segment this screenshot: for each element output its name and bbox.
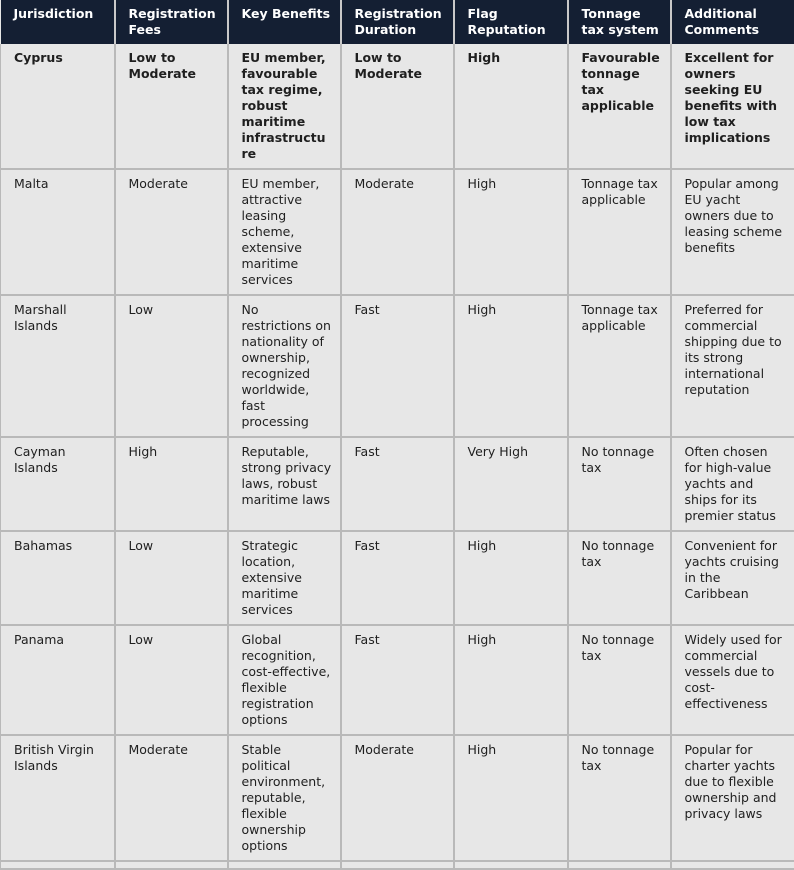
cell-key-benefits: EU member, attractive leasing scheme, extensive maritime services (228, 169, 341, 295)
header-row (1, 0, 794, 44)
cell-registration-duration: Moderate (341, 735, 454, 861)
cell-flag-reputation: High (454, 169, 568, 295)
table-row-cutoff (1, 861, 794, 869)
cell-registration-duration: Fast (341, 437, 454, 531)
cell-tonnage-tax: No tonnage tax (568, 625, 671, 735)
cell-key-benefits: Global recognition, cost-effective, flexible registration options (228, 625, 341, 735)
cell-key-benefits: Stable political environment, reputable, flexible ownership options (228, 735, 341, 861)
cell-registration-duration: Fast (341, 295, 454, 437)
cell-flag-reputation: High (454, 531, 568, 625)
cell-registration-fees: Moderate (115, 735, 228, 861)
cell-flag-reputation: High (454, 735, 568, 861)
header-registration-duration: Registration Duration (341, 0, 454, 44)
cell-flag-reputation: Very High (454, 437, 568, 531)
table-row (1, 295, 794, 437)
cell-flag-reputation: High (454, 44, 568, 169)
cell-additional-comments: Excellent for owners seeking EU benefits with low tax implications (671, 44, 794, 169)
cell-empty (341, 861, 454, 869)
cell-empty (454, 861, 568, 869)
cell-tonnage-tax: Favourable tonnage tax applicable (568, 44, 671, 169)
cell-key-benefits: Reputable, strong privacy laws, robust maritime laws (228, 437, 341, 531)
cell-jurisdiction: Panama (1, 625, 115, 735)
header-registration-fees: Registration Fees (115, 0, 228, 44)
cell-key-benefits: EU member, favourable tax regime, robust maritime infrastructure (228, 44, 341, 169)
table-row (1, 531, 794, 625)
header-additional-comments: Additional Comments (671, 0, 794, 44)
cell-additional-comments: Widely used for commercial vessels due to cost-effectiveness (671, 625, 794, 735)
table-row (1, 169, 794, 295)
cell-registration-duration: Fast (341, 625, 454, 735)
table-row (1, 625, 794, 735)
cell-registration-fees: Moderate (115, 169, 228, 295)
cell-empty (671, 861, 794, 869)
cell-additional-comments: Popular for charter yachts due to flexible ownership and privacy laws (671, 735, 794, 861)
table-row (1, 437, 794, 531)
cell-jurisdiction: Malta (1, 169, 115, 295)
cell-additional-comments: Popular among EU yacht owners due to leasing scheme benefits (671, 169, 794, 295)
cell-registration-duration: Fast (341, 531, 454, 625)
cell-jurisdiction: Cyprus (1, 44, 115, 169)
cell-registration-fees: Low to Moderate (115, 44, 228, 169)
cell-jurisdiction: Marshall Islands (1, 295, 115, 437)
cell-jurisdiction: Bahamas (1, 531, 115, 625)
cell-registration-duration: Moderate (341, 169, 454, 295)
cell-tonnage-tax: No tonnage tax (568, 531, 671, 625)
table-row (1, 44, 794, 169)
cell-flag-reputation: High (454, 625, 568, 735)
cell-empty (568, 861, 671, 869)
cell-tonnage-tax: No tonnage tax (568, 735, 671, 861)
cell-jurisdiction: British Virgin Islands (1, 735, 115, 861)
cell-additional-comments: Often chosen for high-value yachts and ships for its premier status (671, 437, 794, 531)
cell-empty (115, 861, 228, 869)
table-row (1, 735, 794, 861)
cell-registration-fees: Low (115, 295, 228, 437)
header-tonnage-tax-system: Tonnage tax system (568, 0, 671, 44)
cell-empty (228, 861, 341, 869)
header-key-benefits: Key Benefits (228, 0, 341, 44)
cell-tonnage-tax: Tonnage tax applicable (568, 295, 671, 437)
cell-key-benefits: No restrictions on nationality of ownership, recognized worldwide, fast processing (228, 295, 341, 437)
cell-registration-fees: Low (115, 531, 228, 625)
cell-empty (1, 861, 115, 869)
cell-registration-duration: Low to Moderate (341, 44, 454, 169)
cell-registration-fees: High (115, 437, 228, 531)
cell-flag-reputation: High (454, 295, 568, 437)
cell-additional-comments: Convenient for yachts cruising in the Caribbean (671, 531, 794, 625)
cell-tonnage-tax: No tonnage tax (568, 437, 671, 531)
header-jurisdiction: Jurisdiction (1, 0, 115, 44)
cell-jurisdiction: Cayman Islands (1, 437, 115, 531)
cell-tonnage-tax: Tonnage tax applicable (568, 169, 671, 295)
cell-key-benefits: Strategic location, extensive maritime services (228, 531, 341, 625)
cell-additional-comments: Preferred for commercial shipping due to its strong international reputation (671, 295, 794, 437)
header-flag-reputation: Flag Reputation (454, 0, 568, 44)
cell-registration-fees: Low (115, 625, 228, 735)
